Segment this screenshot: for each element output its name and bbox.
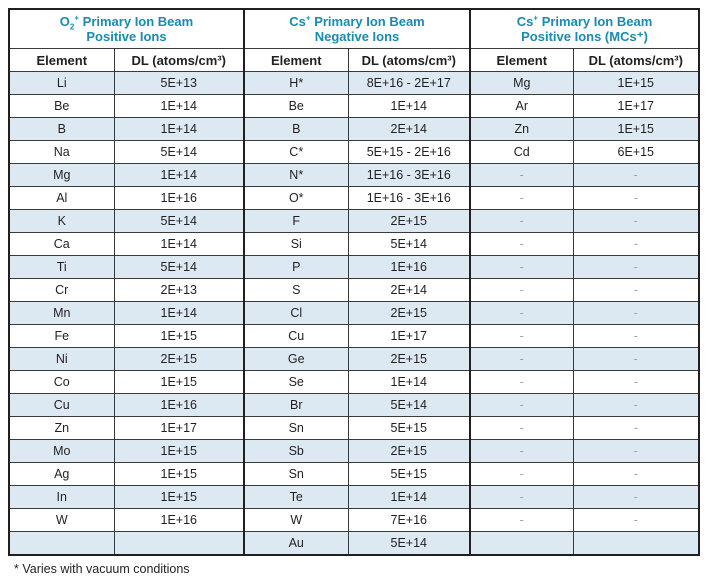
detection-limit-cell: - (573, 164, 699, 187)
table-row (9, 187, 699, 210)
detection-limit-cell: 5E+14 (348, 394, 470, 417)
element-cell: Na (9, 141, 114, 164)
element-cell: Cu (9, 394, 114, 417)
element-cell: S (244, 279, 348, 302)
detection-limit-cell: 2E+15 (348, 210, 470, 233)
detection-limit-cell: 1E+14 (114, 118, 244, 141)
element-cell: Be (9, 95, 114, 118)
detection-limit-cell: 2E+15 (348, 440, 470, 463)
detection-limit-cell: 5E+14 (114, 141, 244, 164)
table-row (9, 72, 699, 95)
footnote: * Varies with vacuum conditions (14, 562, 190, 576)
element-cell: Mn (9, 302, 114, 325)
table-row (9, 509, 699, 532)
detection-limit-cell: - (573, 302, 699, 325)
detection-limit-cell: 5E+14 (114, 256, 244, 279)
element-cell: - (470, 417, 573, 440)
detection-limit-cell: 1E+16 (114, 187, 244, 210)
element-cell: Mo (9, 440, 114, 463)
detection-limit-cell: - (573, 256, 699, 279)
element-cell: Fe (9, 325, 114, 348)
element-cell: - (470, 394, 573, 417)
detection-limit-cell: 1E+15 (573, 72, 699, 95)
element-cell: Mg (9, 164, 114, 187)
detection-limit-cell: 1E+17 (348, 325, 470, 348)
table-row (9, 325, 699, 348)
column-header-dl: DL (atoms/cm³) (114, 49, 244, 72)
element-cell: N* (244, 164, 348, 187)
table-row (9, 95, 699, 118)
column-header-dl: DL (atoms/cm³) (573, 49, 699, 72)
element-cell: - (470, 440, 573, 463)
element-cell: W (9, 509, 114, 532)
column-header-element: Element (470, 49, 573, 72)
element-cell: - (470, 279, 573, 302)
detection-limit-cell: 1E+17 (573, 95, 699, 118)
element-cell: Li (9, 72, 114, 95)
detection-limit-cell: 1E+15 (114, 486, 244, 509)
column-header-row (9, 49, 699, 72)
detection-limit-cell: 1E+14 (114, 302, 244, 325)
detection-limit-cell: - (573, 348, 699, 371)
detection-limit-cell: - (573, 279, 699, 302)
element-cell: Ti (9, 256, 114, 279)
element-cell: Sb (244, 440, 348, 463)
detection-limit-cell: 1E+14 (114, 164, 244, 187)
element-cell: Zn (470, 118, 573, 141)
table-row (9, 463, 699, 486)
table-row (9, 302, 699, 325)
element-cell: W (244, 509, 348, 532)
element-cell: Ni (9, 348, 114, 371)
detection-limit-cell: 5E+14 (348, 233, 470, 256)
detection-limit-cell: - (573, 440, 699, 463)
detection-limit-cell: - (573, 486, 699, 509)
table-row (9, 417, 699, 440)
detection-limit-cell: - (573, 463, 699, 486)
table-row (9, 486, 699, 509)
column-header-dl: DL (atoms/cm³) (348, 49, 470, 72)
element-cell: Cu (244, 325, 348, 348)
column-header-element: Element (244, 49, 348, 72)
detection-limit-cell: 2E+15 (348, 348, 470, 371)
element-cell: O* (244, 187, 348, 210)
table-row (9, 371, 699, 394)
element-cell: - (470, 463, 573, 486)
detection-limit-cell: 1E+14 (114, 95, 244, 118)
detection-limit-cell: - (573, 509, 699, 532)
element-cell (470, 532, 573, 556)
element-cell: B (244, 118, 348, 141)
element-cell: Ca (9, 233, 114, 256)
detection-limit-cell (573, 532, 699, 556)
element-cell: - (470, 164, 573, 187)
detection-limit-cell: 1E+14 (114, 233, 244, 256)
table-row (9, 233, 699, 256)
element-cell: - (470, 348, 573, 371)
detection-limit-cell: 5E+14 (348, 532, 470, 556)
detection-limit-cell: - (573, 325, 699, 348)
group-header-cs-negative: Cs+ Primary Ion Beam Negative Ions (244, 9, 470, 49)
element-cell: Si (244, 233, 348, 256)
detection-limit-cell: 1E+15 (114, 440, 244, 463)
table-row (9, 256, 699, 279)
element-cell: Te (244, 486, 348, 509)
group-header-row (9, 9, 699, 49)
element-cell: - (470, 233, 573, 256)
element-cell: - (470, 509, 573, 532)
column-header-element: Element (9, 49, 114, 72)
detection-limit-cell: 1E+16 (348, 256, 470, 279)
detection-limit-cell: 1E+16 - 3E+16 (348, 164, 470, 187)
detection-limit-cell: 5E+15 (348, 463, 470, 486)
element-cell: H* (244, 72, 348, 95)
element-cell: - (470, 486, 573, 509)
element-cell: Br (244, 394, 348, 417)
element-cell: Ge (244, 348, 348, 371)
element-cell: Sn (244, 463, 348, 486)
element-cell: Ar (470, 95, 573, 118)
detection-limit-cell: - (573, 417, 699, 440)
element-cell: K (9, 210, 114, 233)
element-cell: In (9, 486, 114, 509)
element-cell: F (244, 210, 348, 233)
element-cell: Co (9, 371, 114, 394)
group-header-cs-positive-mcs: Cs+ Primary Ion Beam Positive Ions (MCs⁺) (470, 9, 699, 49)
detection-limit-cell: 1E+17 (114, 417, 244, 440)
detection-limit-cell: 1E+15 (114, 463, 244, 486)
element-cell: Cr (9, 279, 114, 302)
detection-limit-cell: 2E+14 (348, 118, 470, 141)
detection-limit-cell: - (573, 187, 699, 210)
detection-limits-table-container (8, 8, 700, 556)
detection-limits-table (8, 8, 700, 556)
table-row (9, 210, 699, 233)
element-cell: Cd (470, 141, 573, 164)
detection-limit-cell: 1E+14 (348, 371, 470, 394)
table-row (9, 532, 699, 556)
element-cell: Se (244, 371, 348, 394)
table-row (9, 440, 699, 463)
table-row (9, 141, 699, 164)
detection-limit-cell: 1E+16 - 3E+16 (348, 187, 470, 210)
detection-limit-cell: 1E+15 (114, 371, 244, 394)
detection-limit-cell: 1E+16 (114, 509, 244, 532)
detection-limit-cell: - (573, 394, 699, 417)
detection-limit-cell: 1E+15 (573, 118, 699, 141)
element-cell: Ag (9, 463, 114, 486)
element-cell: Cl (244, 302, 348, 325)
table-row (9, 118, 699, 141)
detection-limit-cell: 2E+14 (348, 279, 470, 302)
group-header-o2-positive: $O_2^+$ Primary Ion Beam Positive Ions (9, 9, 244, 49)
element-cell: - (470, 325, 573, 348)
detection-limit-cell: 5E+15 - 2E+16 (348, 141, 470, 164)
detection-limit-cell: 5E+14 (114, 210, 244, 233)
detection-limit-cell: 5E+15 (348, 417, 470, 440)
element-cell: - (470, 210, 573, 233)
element-cell: Zn (9, 417, 114, 440)
detection-limit-cell: 8E+16 - 2E+17 (348, 72, 470, 95)
detection-limit-cell: - (573, 233, 699, 256)
detection-limit-cell: 7E+16 (348, 509, 470, 532)
table-row (9, 164, 699, 187)
element-cell: - (470, 256, 573, 279)
element-cell: - (470, 371, 573, 394)
detection-limit-cell: 2E+13 (114, 279, 244, 302)
element-cell: Au (244, 532, 348, 556)
element-cell (9, 532, 114, 556)
detection-limit-cell: 1E+15 (114, 325, 244, 348)
detection-limit-cell: - (573, 210, 699, 233)
detection-limit-cell (114, 532, 244, 556)
table-body (9, 72, 699, 556)
table-row (9, 348, 699, 371)
element-cell: Al (9, 187, 114, 210)
detection-limit-cell: - (573, 371, 699, 394)
element-cell: B (9, 118, 114, 141)
element-cell: P (244, 256, 348, 279)
element-cell: - (470, 187, 573, 210)
detection-limit-cell: 6E+15 (573, 141, 699, 164)
detection-limit-cell: 5E+13 (114, 72, 244, 95)
element-cell: C* (244, 141, 348, 164)
element-cell: Sn (244, 417, 348, 440)
detection-limit-cell: 1E+16 (114, 394, 244, 417)
detection-limit-cell: 1E+14 (348, 95, 470, 118)
detection-limit-cell: 2E+15 (348, 302, 470, 325)
detection-limit-cell: 2E+15 (114, 348, 244, 371)
element-cell: - (470, 302, 573, 325)
element-cell: Mg (470, 72, 573, 95)
element-cell: Be (244, 95, 348, 118)
detection-limit-cell: 1E+14 (348, 486, 470, 509)
table-row (9, 279, 699, 302)
table-row (9, 394, 699, 417)
